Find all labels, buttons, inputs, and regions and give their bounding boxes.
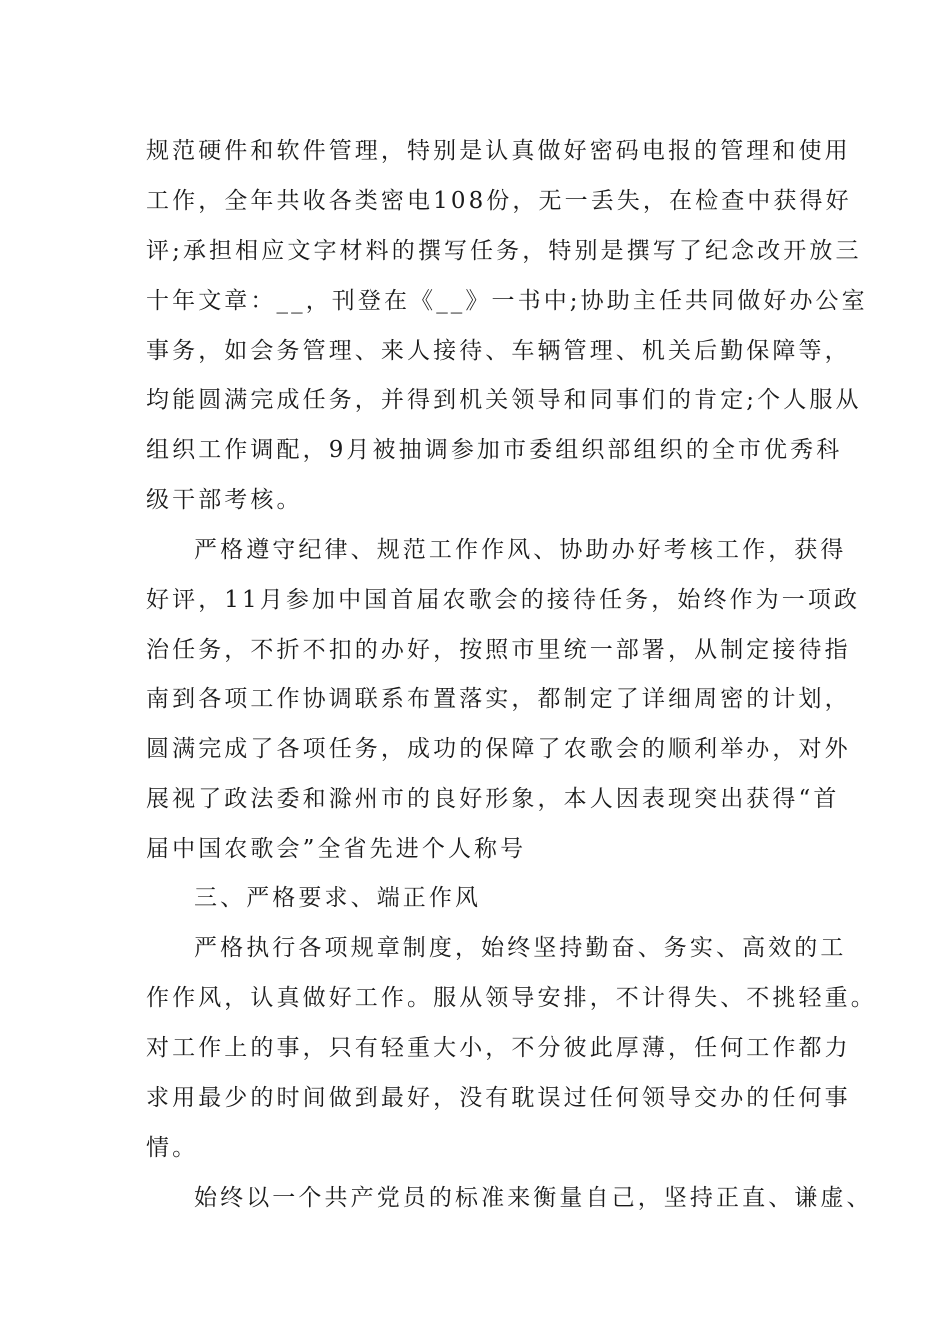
text-line: 评;承担相应文字材料的撰写任务，特别是撰写了纪念改开放三 <box>146 238 862 264</box>
text-line: 治任务，不折不扣的办好，按照市里统一部署，从制定接待指 <box>146 637 851 663</box>
text-line: 均能圆满完成任务，并得到机关领导和同事们的肯定;个人服从 <box>146 387 862 413</box>
text-line: 好评，11月参加中国首届农歌会的接待任务，始终作为一项政 <box>146 587 861 613</box>
text-line: 规范硬件和软件管理，特别是认真做好密码电报的管理和使用 <box>146 138 851 164</box>
text-line: 级干部考核。 <box>146 487 303 513</box>
text-line: 求用最少的时间做到最好，没有耽误过任何领导交办的任何事 <box>146 1085 851 1111</box>
text-line: 事务，如会务管理、来人接待、车辆管理、机关后勤保障等， <box>146 338 851 364</box>
text-line: 严格执行各项规章制度，始终坚持勤奋、务实、高效的工 <box>194 935 847 961</box>
text-line: 圆满完成了各项任务，成功的保障了农歌会的顺利举办，对外 <box>146 736 851 762</box>
text-line: 展视了政法委和滁州市的良好形象，本人因表现突出获得“首 <box>146 786 840 812</box>
text-line: 严格遵守纪律、规范工作作风、协助办好考核工作，获得 <box>194 537 847 563</box>
section-heading: 三、严格要求、端正作风 <box>194 885 482 911</box>
text-line: 届中国农歌会”全省先进个人称号 <box>146 836 527 862</box>
text-line: 十年文章：__，刊登在《__》一书中;协助主任共同做好办公室 <box>146 288 868 314</box>
text-line: 组织工作调配，9月被抽调参加市委组织部组织的全市优秀科 <box>146 437 843 463</box>
text-line: 工作，全年共收各类密电108份，无一丢失，在检查中获得好 <box>146 188 852 214</box>
text-line: 作作风，认真做好工作。服从领导安排，不计得失、不挑轻重。 <box>146 985 877 1011</box>
text-line: 始终以一个共产党员的标准来衡量自己，坚持正直、谦虚、 <box>194 1185 873 1211</box>
text-line: 情。 <box>146 1135 199 1161</box>
text-line: 对工作上的事，只有轻重大小，不分彼此厚薄，任何工作都力 <box>146 1035 851 1061</box>
text-line: 南到各项工作协调联系布置落实，都制定了详细周密的计划， <box>146 686 851 712</box>
